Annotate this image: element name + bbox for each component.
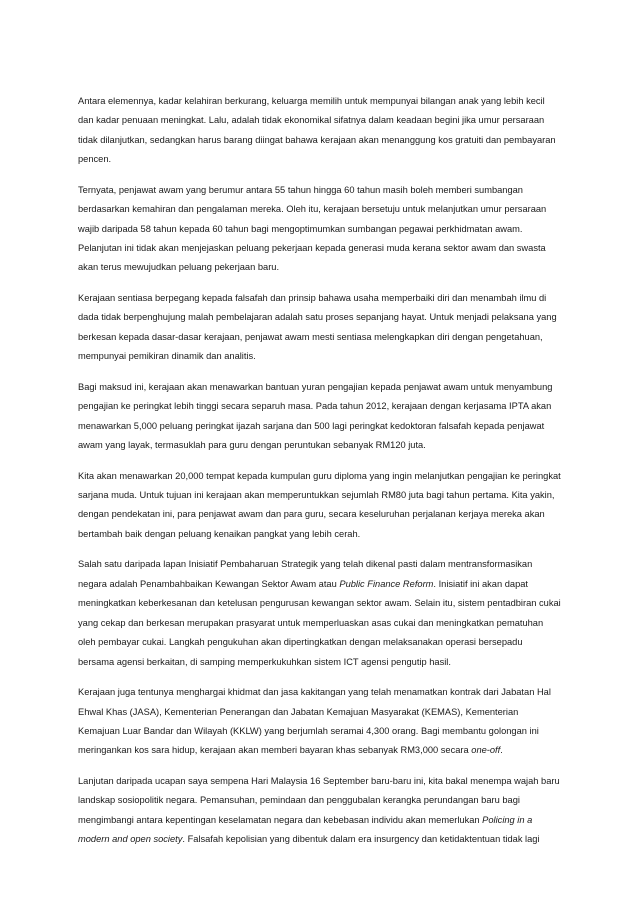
text-run: Ehwal Khas (JASA), Kementerian Penerangan dan Jabatan Kemajuan Masyarakat (KEMAS), Kementerian	[78, 706, 519, 717]
text-line	[78, 289, 564, 308]
paragraph	[78, 181, 564, 278]
text-run: sarjana muda. Untuk tujuan ini kerajaan akan memperuntukkan sejumlah RM80 juta bagi tahun pertama. Kita yakin,	[78, 490, 555, 501]
text-run: negara adalah Penambahbaikan Kewangan Sektor Awam atau	[78, 578, 340, 589]
text-run: meringankan kos sara hidup, kerajaan akan memberi bayaran khas sebanyak RM3,000 secara	[78, 745, 472, 756]
text-run: oleh pembayar cukai. Langkah pengukuhan akan dipertingkatkan dengan melaksanakan operasi bersepadu	[78, 637, 523, 648]
italic-text: one-off	[471, 745, 501, 756]
text-run: Ternyata, penjawat awam yang berumur antara 55 tahun hingga 60 tahun masih boleh memberi sumbangan	[78, 184, 523, 195]
text-run: Kerajaan juga tentunya menghargai khidmat dan jasa kakitangan yang telah menamatkan kontrak dari Jabatan Hal	[78, 687, 551, 698]
text-run: Salah satu daripada lapan Inisiatif Pembaharuan Strategik yang telah dikenal pasti dalam mentransformasikan	[78, 559, 533, 570]
text-run: awam yang layak, termasuklah para guru dengan peruntukan sebanyak RM120 juta.	[78, 440, 426, 451]
text-line	[78, 594, 564, 613]
text-line	[78, 328, 564, 347]
text-line	[78, 575, 564, 594]
text-line	[78, 417, 564, 436]
italic-text: Policing in a	[482, 814, 533, 825]
text-line	[78, 131, 564, 150]
text-run: Kerajaan sentiasa berpegang kepada falsafah dan prinsip bahawa usaha memperbaiki diri dan menambah ilmu di	[78, 293, 547, 304]
text-line	[78, 772, 564, 791]
text-run: tidak dilanjutkan, sedangkan harus barang diingat bahawa kerajaan akan menanggung kos gratuiti dan pembayaran	[78, 134, 556, 145]
text-run: .	[500, 745, 503, 756]
text-run: Pelanjutan ini tidak akan menjejaskan peluang pekerjaan kepada generasi muda kerana sektor awam dan swasta	[78, 243, 546, 254]
text-line	[78, 150, 564, 169]
text-line	[78, 741, 564, 760]
text-run: landskap sosiopolitik negara. Pemansuhan, pemindaan dan penggubalan kerangka perundangan baru bagi	[78, 795, 520, 806]
text-line	[78, 722, 564, 741]
text-run: pencen.	[78, 154, 112, 165]
italic-text: modern and open society	[78, 834, 183, 845]
text-run: Kemajuan Luar Bandar dan Wilayah (KKLW) yang berjumlah seramai 4,300 orang. Bagi membantu golongan ini	[78, 725, 539, 736]
text-run: Antara elemennya, kadar kelahiran berkurang, keluarga memilih untuk mempunyai bilangan anak yang lebih kecil	[78, 96, 545, 106]
text-run: wajib daripada 58 tahun kepada 60 tahun bagi mengoptimumkan sumbangan pegawai perkhidmatan awam.	[78, 223, 523, 234]
text-line	[78, 525, 564, 544]
text-run: mempunyai pemikiran dinamik dan analitis.	[78, 351, 256, 362]
italic-text: Public Finance Reform	[339, 578, 434, 589]
text-line	[78, 239, 564, 258]
text-line	[78, 111, 564, 130]
text-run: dengan pendekatan ini, para penjawat awam dan para guru, secara keseluruhan perjalanan kerjaya mereka akan	[78, 509, 545, 520]
text-line	[78, 397, 564, 416]
document-body	[78, 92, 564, 861]
text-line	[78, 378, 564, 397]
text-line	[78, 830, 564, 849]
text-run: Lanjutan daripada ucapan saya sempena Hari Malaysia 16 September baru-baru ini, kita bakal menempa wajah baru	[78, 775, 560, 786]
text-run: berdasarkan kemahiran dan pengalaman mereka. Oleh itu, kerajaan bersetuju untuk melanjutkan umur persaraan	[78, 204, 547, 215]
paragraph	[78, 683, 564, 761]
text-line	[78, 653, 564, 672]
text-line	[78, 220, 564, 239]
text-run: pengajian ke peringkat lebih tinggi secara separuh masa. Pada tahun 2012, kerajaan dengan kerjasama IPTA akan	[78, 401, 552, 412]
paragraph	[78, 378, 564, 456]
text-run: yang cekap dan berkesan merupakan prasyarat untuk memperluaskan asas cukai dan meningkatkan pematuhan	[78, 617, 544, 628]
text-line	[78, 347, 564, 366]
paragraph	[78, 555, 564, 671]
text-line	[78, 308, 564, 327]
text-run: mengimbangi antara kepentingan keselamatan negara dan kebebasan individu akan memerlukan	[78, 814, 483, 825]
text-line	[78, 614, 564, 633]
text-run: dada tidak berpenghujung malah pembelajaran adalah satu proses sepanjang hayat. Untuk menjadi pelaksana yang	[78, 312, 557, 323]
paragraph	[78, 772, 564, 850]
text-run: bersama agensi berkaitan, di samping memperkukuhkan sistem ICT agensi pengutip hasil.	[78, 656, 451, 667]
text-line	[78, 555, 564, 574]
text-line	[78, 703, 564, 722]
text-run: berkesan kepada dasar-dasar kerajaan, penjawat awam mesti sentiasa melengkapkan diri dengan pengetahuan,	[78, 331, 543, 342]
text-run: bertambah baik dengan peluang kenaikan pangkat yang lebih cerah.	[78, 528, 361, 539]
text-run: . Falsafah kepolisian yang dibentuk dalam era insurgency dan ketidaktentuan tidak lagi	[182, 834, 540, 845]
text-run: dan kadar penuaan meningkat. Lalu, adalah tidak ekonomikal sifatnya dalam keadaan begini jika umur persaraan	[78, 115, 545, 126]
text-line	[78, 181, 564, 200]
text-line	[78, 505, 564, 524]
text-line	[78, 200, 564, 219]
text-line	[78, 436, 564, 455]
paragraph	[78, 92, 564, 170]
text-run: meningkatkan keberkesanan dan ketelusan pengurusan kewangan sektor awam. Selain itu, sistem pentadbiran cukai	[78, 598, 561, 609]
text-line	[78, 683, 564, 702]
text-line	[78, 811, 564, 830]
text-line	[78, 467, 564, 486]
text-run: Bagi maksud ini, kerajaan akan menawarkan bantuan yuran pengajian kepada penjawat awam untuk menyambung	[78, 381, 553, 392]
text-run: menawarkan 5,000 peluang peringkat ijazah sarjana dan 500 lagi peringkat kedoktoran falsafah kepada penjawat	[78, 420, 545, 431]
text-line	[78, 791, 564, 810]
text-line	[78, 633, 564, 652]
paragraph	[78, 467, 564, 545]
paragraph	[78, 289, 564, 367]
text-run: . Inisiatif ini akan dapat	[433, 578, 528, 589]
text-run: Kita akan menawarkan 20,000 tempat kepada kumpulan guru diploma yang ingin melanjutkan pengajian ke peringkat	[78, 470, 561, 481]
text-line	[78, 486, 564, 505]
text-line	[78, 258, 564, 277]
text-line	[78, 92, 564, 111]
text-run: akan terus mewujudkan peluang pekerjaan baru.	[78, 262, 280, 273]
